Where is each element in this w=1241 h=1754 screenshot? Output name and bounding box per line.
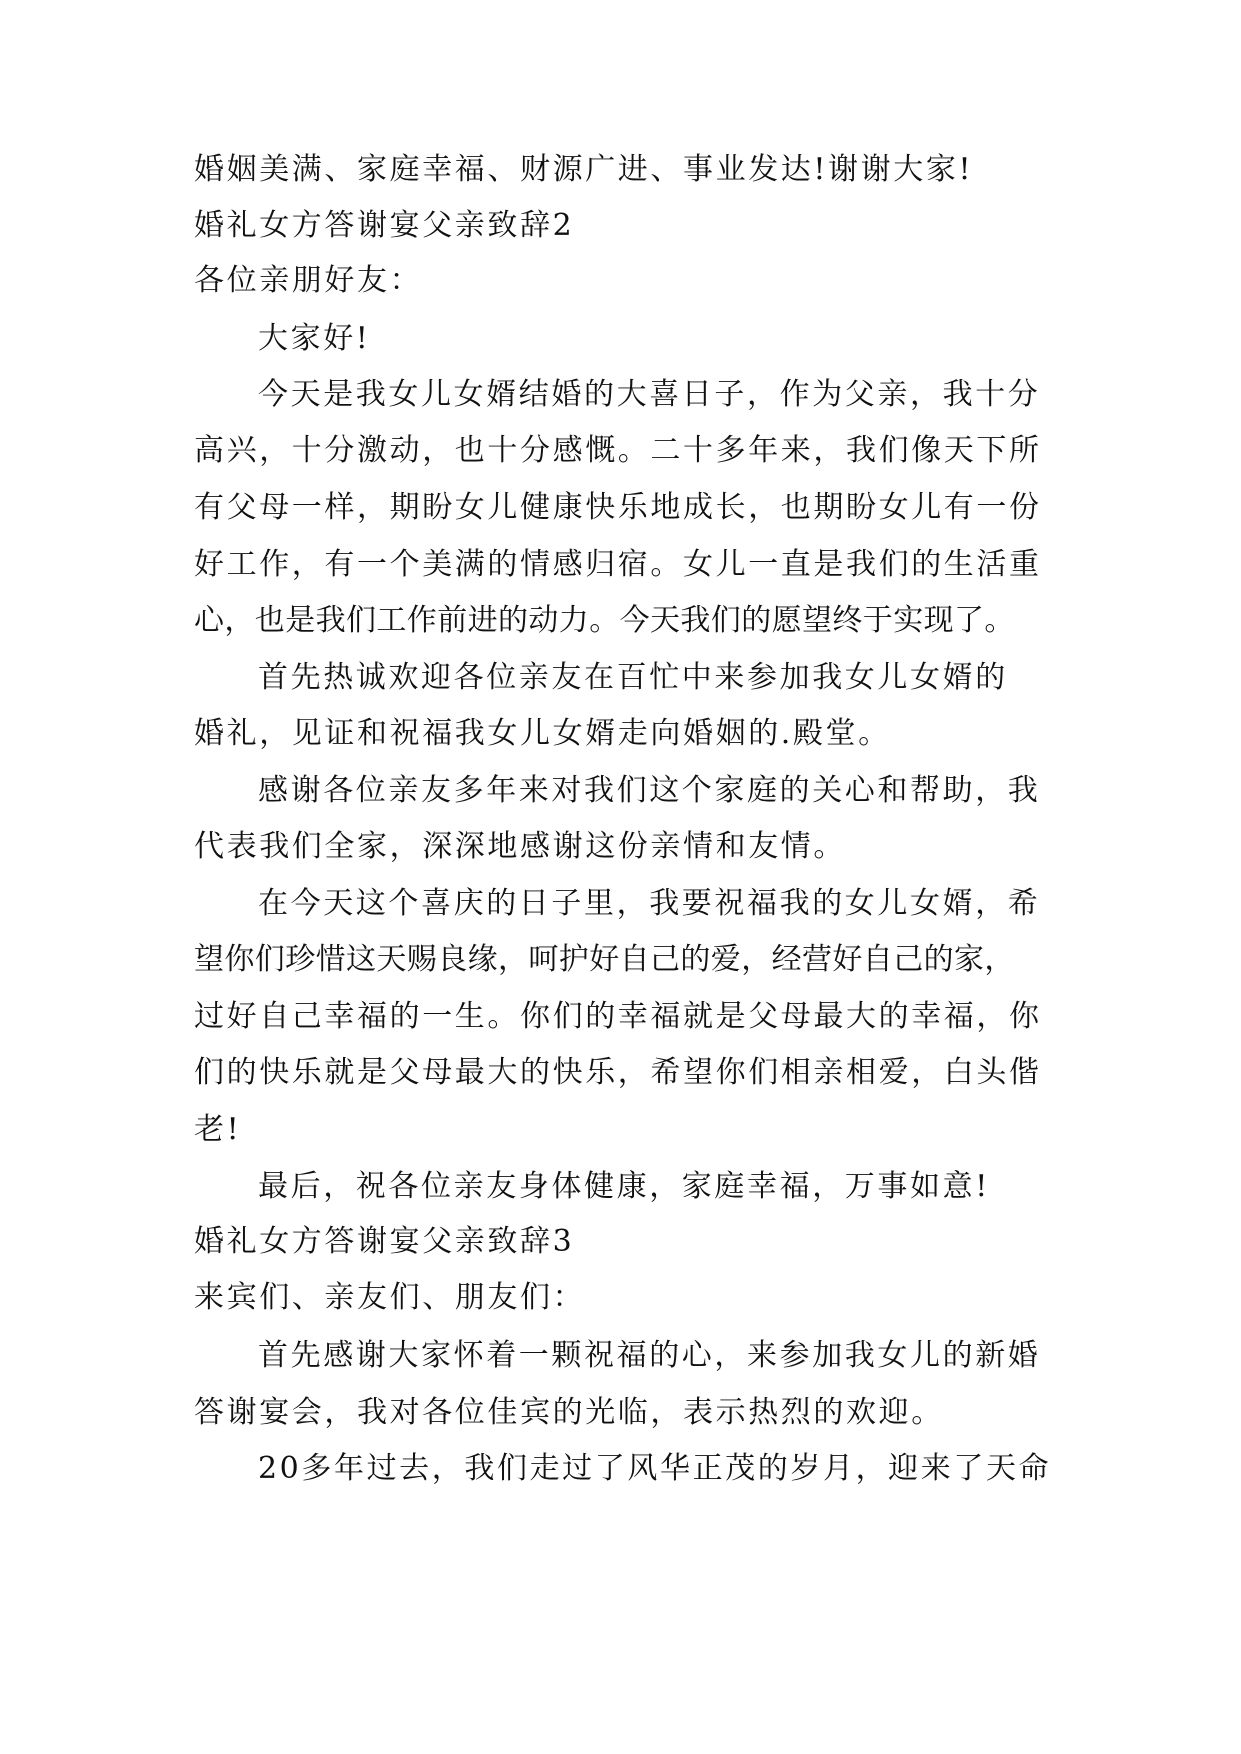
section-heading: 婚礼女方答谢宴父亲致辞3 bbox=[194, 1224, 575, 1259]
text-line: 们的快乐就是父母最大的快乐，希望你们相亲相爱，白头偕 bbox=[194, 1055, 1042, 1090]
salutation: 来宾们、亲友们、朋友们： bbox=[194, 1280, 586, 1315]
section-heading: 婚礼女方答谢宴父亲致辞2 bbox=[194, 208, 575, 243]
text-line: 过好自己幸福的一生。你们的幸福就是父母最大的幸福，你 bbox=[194, 999, 1042, 1034]
text-line: 婚姻美满、家庭幸福、财源广进、事业发达!谢谢大家! bbox=[194, 152, 974, 187]
text-line: 20多年过去，我们走过了风华正茂的岁月，迎来了天命 bbox=[258, 1451, 1052, 1486]
text-line: 首先感谢大家怀着一颗祝福的心，来参加我女儿的新婚 bbox=[258, 1338, 1041, 1373]
text-line: 望你们珍惜这天赐良缘，呵护好自己的爱，经营好自己的家， bbox=[194, 942, 1015, 977]
salutation: 各位亲朋好友： bbox=[194, 263, 423, 298]
text-line: 心，也是我们工作前进的动力。今天我们的愿望终于实现了。 bbox=[194, 603, 1015, 638]
text-line: 答谢宴会，我对各位佳宾的光临，表示热烈的欢迎。 bbox=[194, 1395, 944, 1430]
text-line: 最后，祝各位亲友身体健康，家庭幸福，万事如意! bbox=[258, 1169, 990, 1204]
text-line: 婚礼，见证和祝福我女儿女婿走向婚姻的.殿堂。 bbox=[194, 716, 891, 751]
greeting: 大家好! bbox=[258, 321, 371, 356]
text-line: 首先热诚欢迎各位亲友在百忙中来参加我女儿女婿的 bbox=[258, 660, 1008, 695]
text-line: 在今天这个喜庆的日子里，我要祝福我的女儿女婿，希 bbox=[258, 886, 1041, 921]
text-line: 老! bbox=[194, 1112, 242, 1147]
text-line: 有父母一样，期盼女儿健康快乐地成长，也期盼女儿有一份 bbox=[194, 490, 1042, 525]
text-line: 高兴，十分激动，也十分感慨。二十多年来，我们像天下所 bbox=[194, 433, 1042, 468]
text-line: 今天是我女儿女婿结婚的大喜日子，作为父亲，我十分 bbox=[258, 377, 1041, 412]
text-line: 好工作，有一个美满的情感归宿。女儿一直是我们的生活重 bbox=[194, 547, 1042, 582]
text-line: 代表我们全家，深深地感谢这份亲情和友情。 bbox=[194, 829, 846, 864]
text-line: 感谢各位亲友多年来对我们这个家庭的关心和帮助，我 bbox=[258, 773, 1041, 808]
